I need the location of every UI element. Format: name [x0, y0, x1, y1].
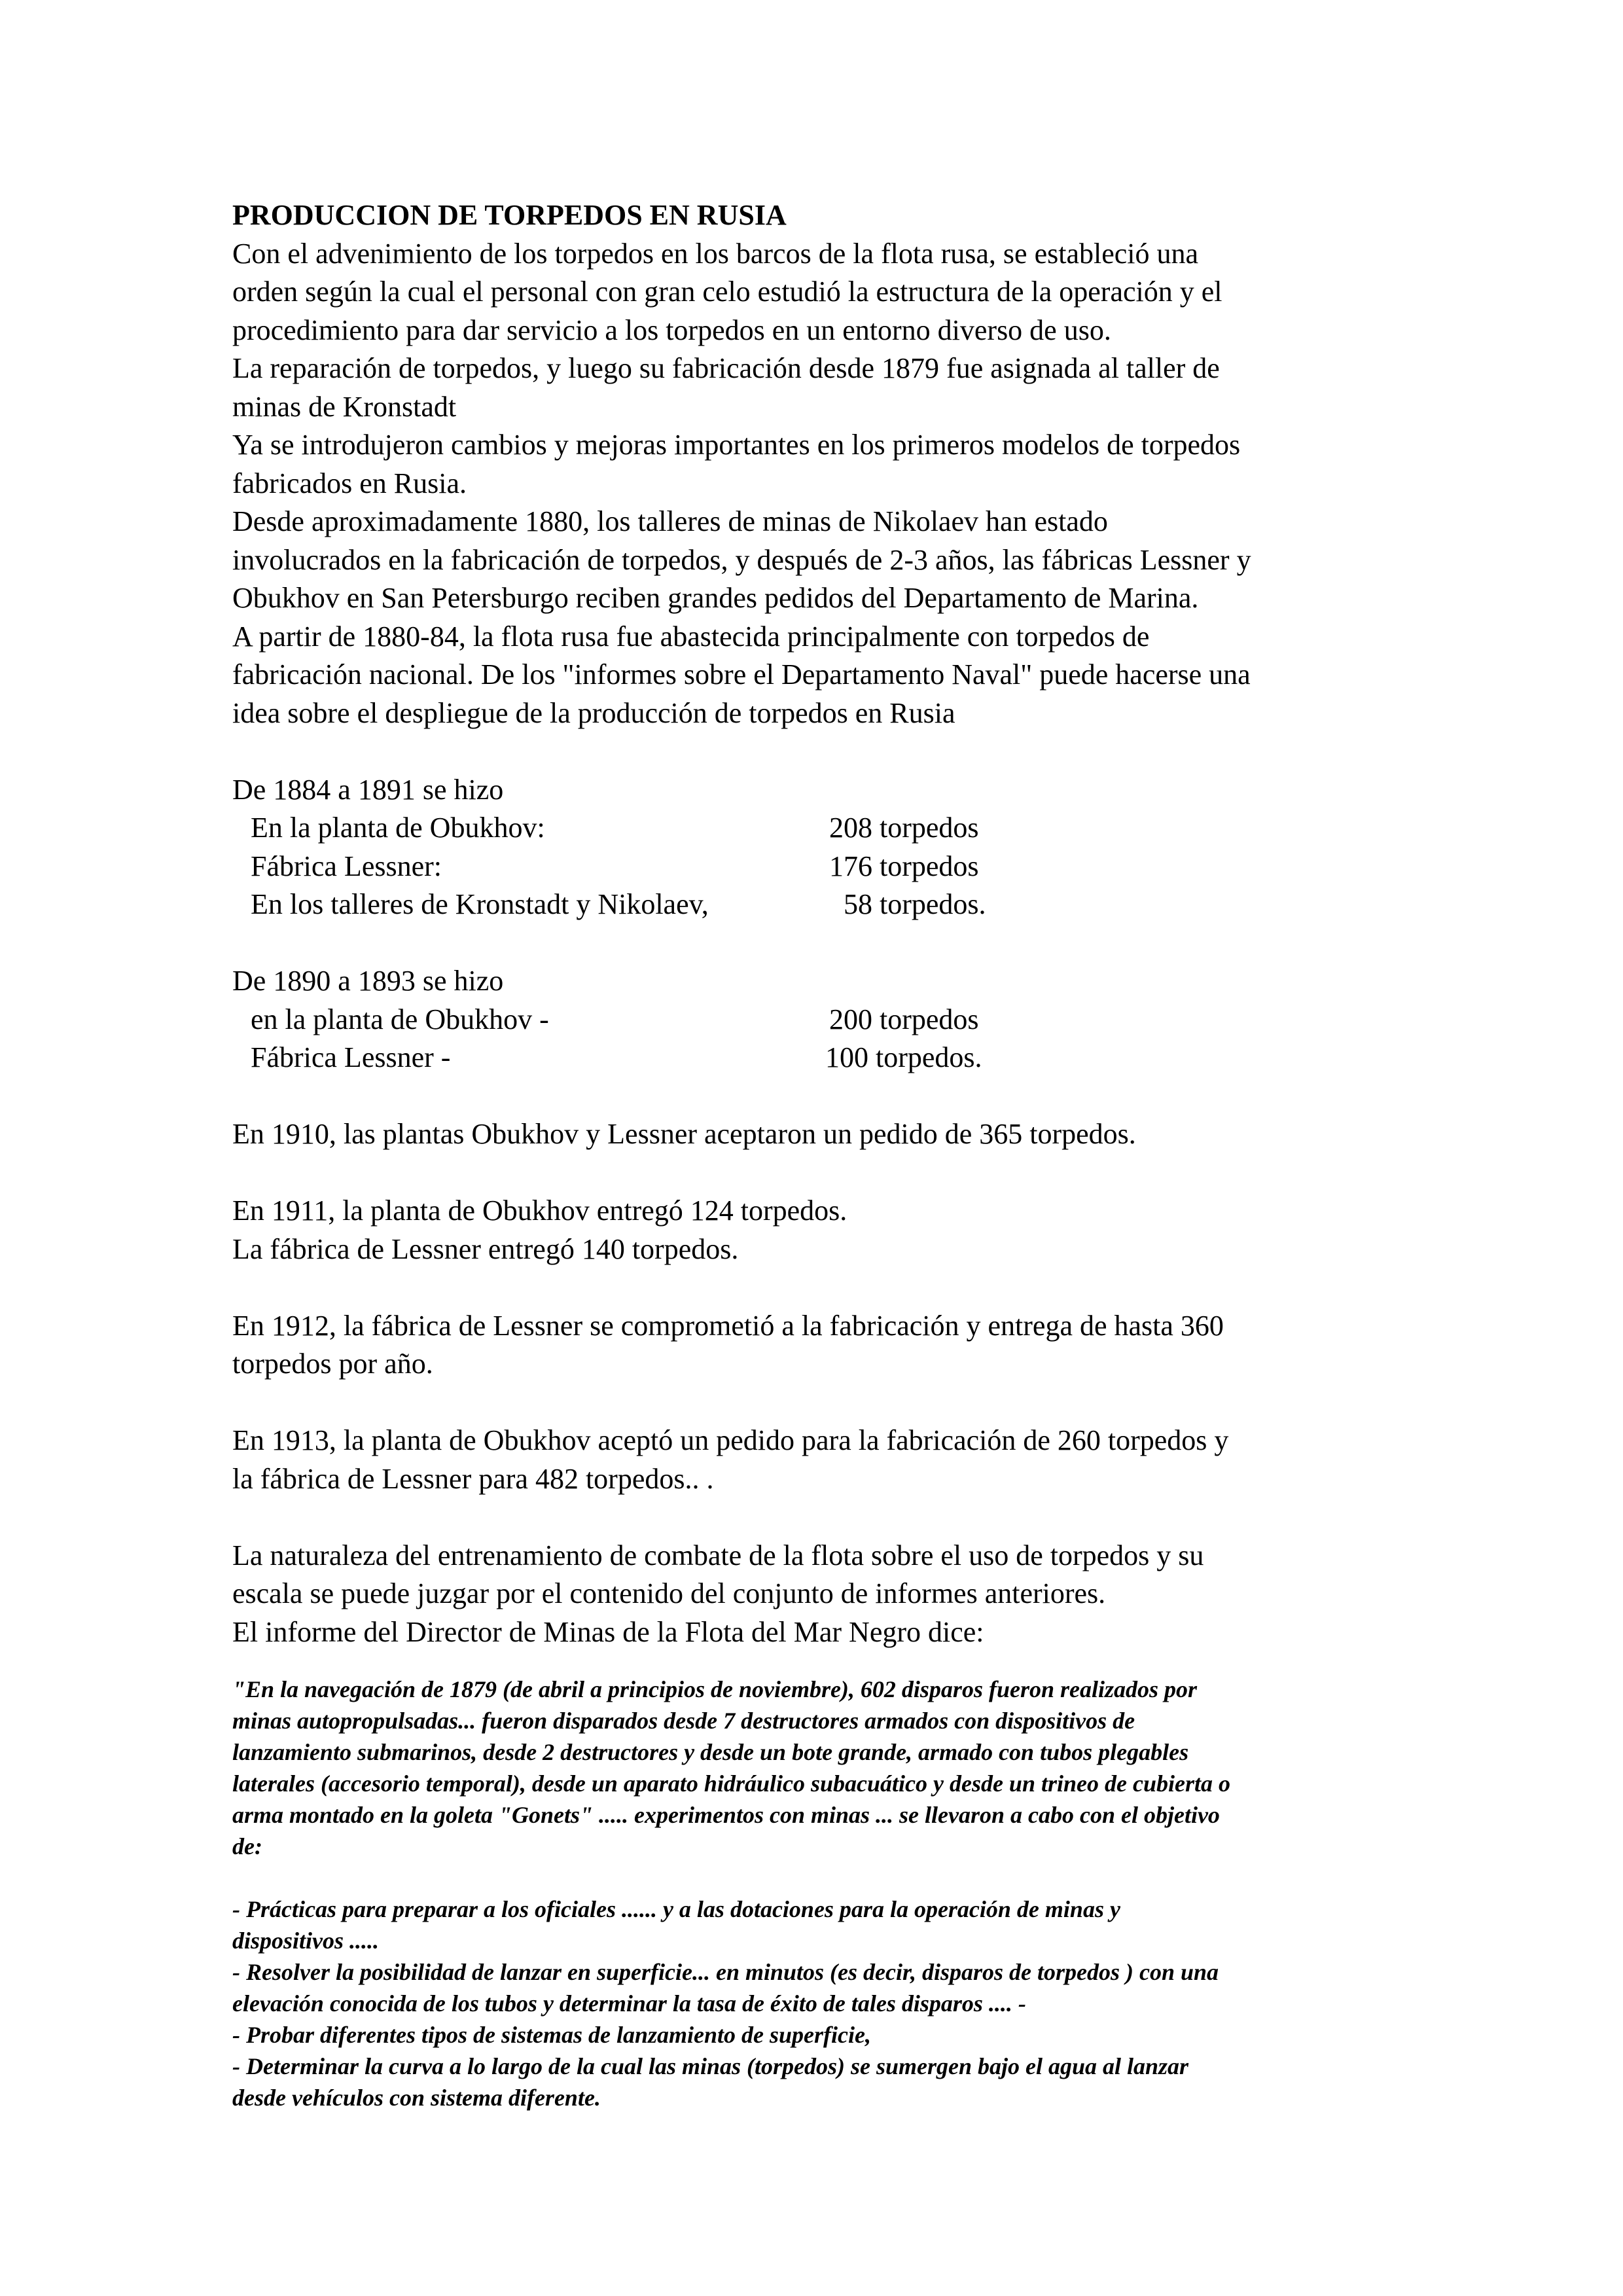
text-line: Obukhov en San Petersburgo reciben grandes pedidos del Departamento de Marina.	[232, 582, 1199, 614]
text-line: A partir de 1880-84, la flota rusa fue abastecida principalmente con torpedos de	[232, 620, 1150, 653]
paragraph-1912: torpedos por año.	[232, 1348, 433, 1380]
period-heading: De 1884 a 1891 se hizo	[232, 773, 504, 806]
production-label: En los talleres de Kronstadt y Nikolaev,	[251, 888, 709, 920]
production-label: Fábrica Lessner -	[251, 1041, 451, 1073]
spacer	[232, 1651, 1410, 1674]
closing-paragraph: La naturaleza del entrenamiento de combate de la flota sobre el uso de torpedos y su	[232, 1539, 1204, 1571]
quote-line: de:	[232, 1833, 262, 1859]
text-line: idea sobre el despliegue de la producción de torpedos en Rusia	[232, 696, 955, 729]
text-line: Ya se introdujeron cambios y mejoras importantes en los primeros modelos de torpedos	[232, 429, 1241, 461]
production-row	[232, 848, 1410, 886]
quote-line: "En la navegación de 1879 (de abril a principios de noviembre), 602 disparos fueron realizados por	[232, 1676, 1197, 1702]
spacer	[232, 1154, 1410, 1193]
spacer	[232, 1862, 1410, 1893]
spacer	[232, 1498, 1410, 1537]
bullet-line: elevación conocida de los tubos y determinar la tasa de éxito de tales disparos .... -	[232, 1990, 1026, 2017]
intro-paragraph	[232, 235, 1410, 1652]
text-line: minas de Kronstadt	[232, 390, 457, 423]
closing-paragraph: El informe del Director de Minas de la Flota del Mar Negro dice:	[232, 1615, 984, 1648]
quote-line: lanzamiento submarinos, desde 2 destructores y desde un bote grande, armado con tubos plegables	[232, 1739, 1189, 1765]
text-line: fabricación nacional. De los "informes sobre el Departamento Naval" puede hacerse una	[232, 658, 1251, 691]
text-line: Desde aproximadamente 1880, los talleres de minas de Nikolaev han estado	[232, 505, 1108, 537]
text-line: Con el advenimiento de los torpedos en los barcos de la flota rusa, se estableció una	[232, 237, 1199, 270]
production-value: 200 torpedos	[829, 1003, 979, 1035]
page-content	[232, 196, 1410, 2113]
production-label: en la planta de Obukhov -	[251, 1003, 549, 1035]
bullet-line: desde vehículos con sistema diferente.	[232, 2085, 601, 2111]
production-row	[232, 886, 1410, 924]
quote-line: arma montado en la goleta "Gonets" ..... experimentos con minas ... se llevaron a cabo con el objetivo	[232, 1802, 1220, 1828]
bullet-line: - Prácticas para preparar a los oficiales ...... y a las dotaciones para la operación de minas y	[232, 1896, 1120, 1922]
paragraph-1913: En 1913, la planta de Obukhov aceptó un pedido para la fabricación de 260 torpedos y	[232, 1424, 1229, 1456]
text-line: La reparación de torpedos, y luego su fabricación desde 1879 fue asignada al taller de	[232, 352, 1220, 384]
production-row	[232, 1001, 1410, 1039]
paragraph-1912: En 1912, la fábrica de Lessner se comprometió a la fabricación y entrega de hasta 360	[232, 1309, 1224, 1342]
paragraph-1910: En 1910, las plantas Obukhov y Lessner aceptaron un pedido de 365 torpedos.	[232, 1118, 1136, 1150]
text-line: procedimiento para dar servicio a los torpedos en un entorno diverso de uso.	[232, 314, 1111, 346]
spacer	[232, 1268, 1410, 1307]
production-label: Fábrica Lessner:	[251, 850, 442, 882]
bullet-line: dispositivos .....	[232, 1928, 380, 1954]
spacer	[232, 1077, 1410, 1116]
production-row	[232, 809, 1410, 848]
paragraph-1913: la fábrica de Lessner para 482 torpedos.. .	[232, 1462, 714, 1495]
paragraph-1911: En 1911, la planta de Obukhov entregó 124 torpedos.	[232, 1194, 847, 1227]
paragraph-1911: La fábrica de Lessner entregó 140 torpedos.	[232, 1232, 739, 1265]
production-value: 208 torpedos	[829, 812, 979, 844]
report-quote	[232, 1674, 1410, 2113]
production-row	[232, 1039, 1410, 1077]
closing-paragraph: escala se puede juzgar por el contenido del conjunto de informes anteriores.	[232, 1577, 1106, 1609]
text-line: fabricados en Rusia.	[232, 467, 467, 499]
production-value: 100 torpedos.	[825, 1041, 982, 1073]
bullet-line: - Resolver la posibilidad de lanzar en superficie... en minutos (es decir, disparos de torpedos ) con una	[232, 1959, 1219, 1985]
spacer	[232, 732, 1410, 771]
spacer	[232, 924, 1410, 963]
production-label: En la planta de Obukhov:	[251, 812, 545, 844]
bullet-line: - Probar diferentes tipos de sistemas de lanzamiento de superficie,	[232, 2022, 871, 2048]
period-heading: De 1890 a 1893 se hizo	[232, 965, 504, 997]
text-line: involucrados en la fabricación de torpedos, y después de 2-3 años, las fábricas Lessner y	[232, 543, 1251, 576]
bullet-line: - Determinar la curva a lo largo de la cual las minas (torpedos) se sumergen bajo el agua al lanzar	[232, 2053, 1189, 2079]
text-line: orden según la cual el personal con gran celo estudió la estructura de la operación y el	[232, 276, 1222, 308]
production-value: 58 torpedos.	[829, 888, 986, 920]
quote-line: laterales (accesorio temporal), desde un aparato hidráulico subacuático y desde un trineo de cubierta o	[232, 1770, 1230, 1797]
spacer	[232, 1384, 1410, 1422]
quote-line: minas autopropulsadas... fueron disparados desde 7 destructores armados con dispositivos de	[232, 1708, 1135, 1734]
document-title: PRODUCCION DE TORPEDOS EN RUSIA	[232, 199, 787, 231]
production-value: 176 torpedos	[829, 850, 979, 882]
